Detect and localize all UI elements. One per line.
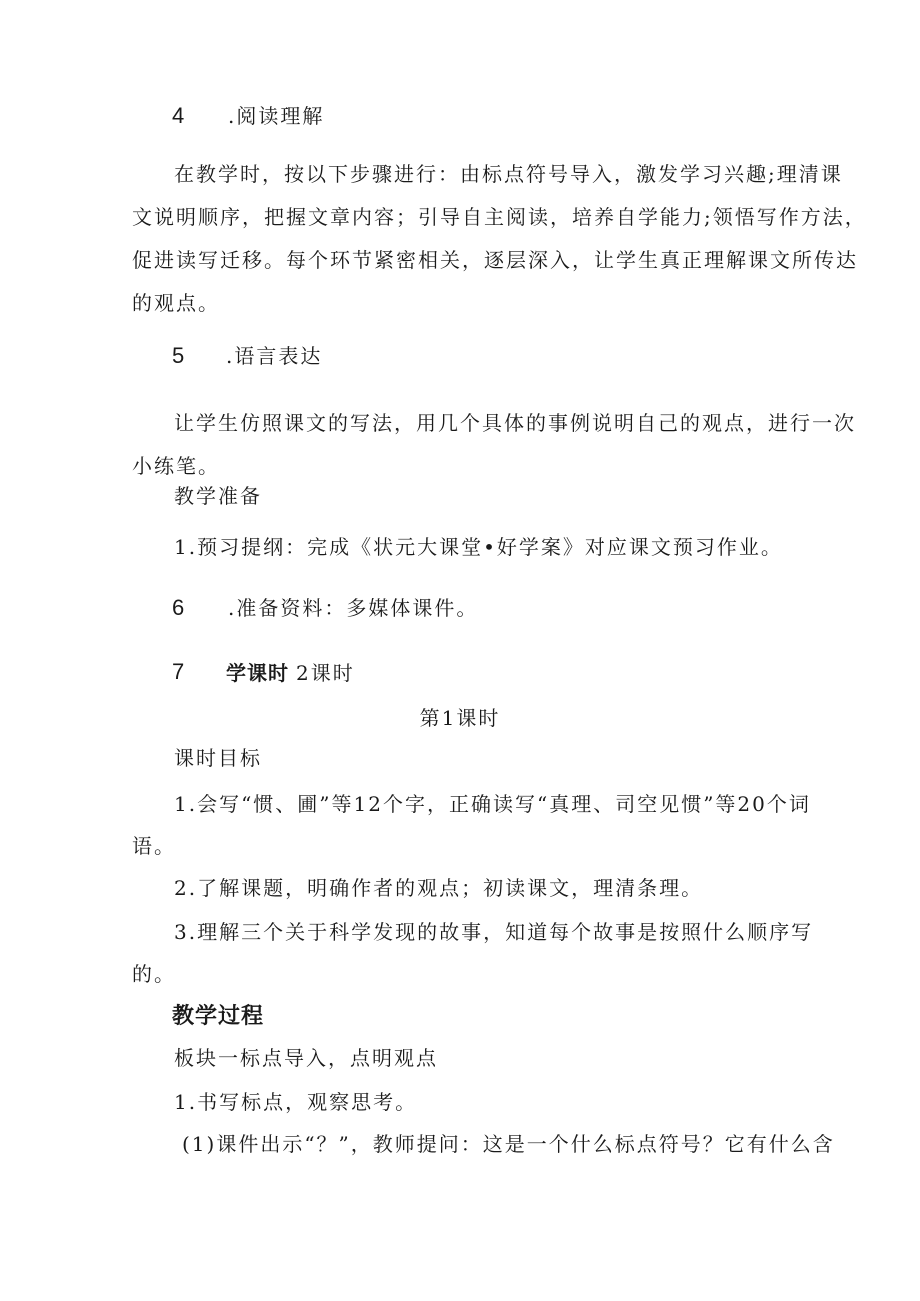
teaching-prep-item-1: 1.预习提纲：完成《状元大课堂•好学案》对应课文预习作业。 — [174, 535, 783, 559]
lesson-1-title: 第1课时 — [419, 706, 501, 730]
para-reading-line-3: 促进读写迁移。每个环节紧密相关，逐层深入，让学生真正理解课文所传达 — [132, 248, 858, 272]
lesson-goal-1-line-1: 1.会写“惯、圃”等12个字，正确读写“真理、司空见惯”等20个词 — [174, 792, 811, 816]
section-4-title: .阅读理解 — [228, 104, 325, 128]
section-7-title-rest: 2课时 — [296, 661, 355, 685]
section-5-number: 5 — [172, 343, 185, 368]
section-7-number: 7 — [172, 659, 185, 684]
section-7-title-bold: 学课时 — [226, 661, 289, 685]
process-block-1: 板块一标点导入，点明观点 — [174, 1046, 438, 1070]
section-6-title: .准备资料：多媒体课件。 — [228, 596, 479, 620]
lesson-goals-heading: 课时目标 — [174, 746, 262, 770]
para-language-line-1: 让学生仿照课文的写法，用几个具体的事例说明自己的观点，进行一次 — [174, 411, 856, 435]
para-reading-line-2: 文说明顺序，把握文章内容；引导自主阅读，培养自学能力;领悟写作方法， — [132, 205, 867, 229]
process-step-1: 1.书写标点，观察思考。 — [174, 1090, 418, 1114]
process-heading: 教学过程 — [172, 1004, 265, 1029]
section-5-title: .语言表达 — [226, 344, 323, 368]
lesson-goal-2: 2.了解课题，明确作者的观点；初读课文，理清条理。 — [174, 876, 704, 900]
lesson-goal-1-line-2: 语。 — [132, 834, 176, 858]
para-reading-line-1: 在教学时，按以下步骤进行：由标点符号导入，激发学习兴趣;理清课 — [174, 162, 843, 186]
section-6-number: 6 — [172, 595, 185, 620]
para-language-line-2: 小练笔。 — [132, 454, 220, 478]
para-reading-line-4: 的观点。 — [132, 291, 220, 315]
process-step-1-sub: (1)课件出示“？”，教师提问：这是一个什么标点符号？它有什么含 — [182, 1132, 835, 1156]
lesson-goal-3-line-1: 3.理解三个关于科学发现的故事，知道每个故事是按照什么顺序写 — [174, 920, 814, 944]
lesson-goal-3-line-2: 的。 — [132, 962, 176, 986]
teaching-prep-heading: 教学准备 — [174, 484, 262, 508]
section-4-number: 4 — [172, 103, 185, 128]
